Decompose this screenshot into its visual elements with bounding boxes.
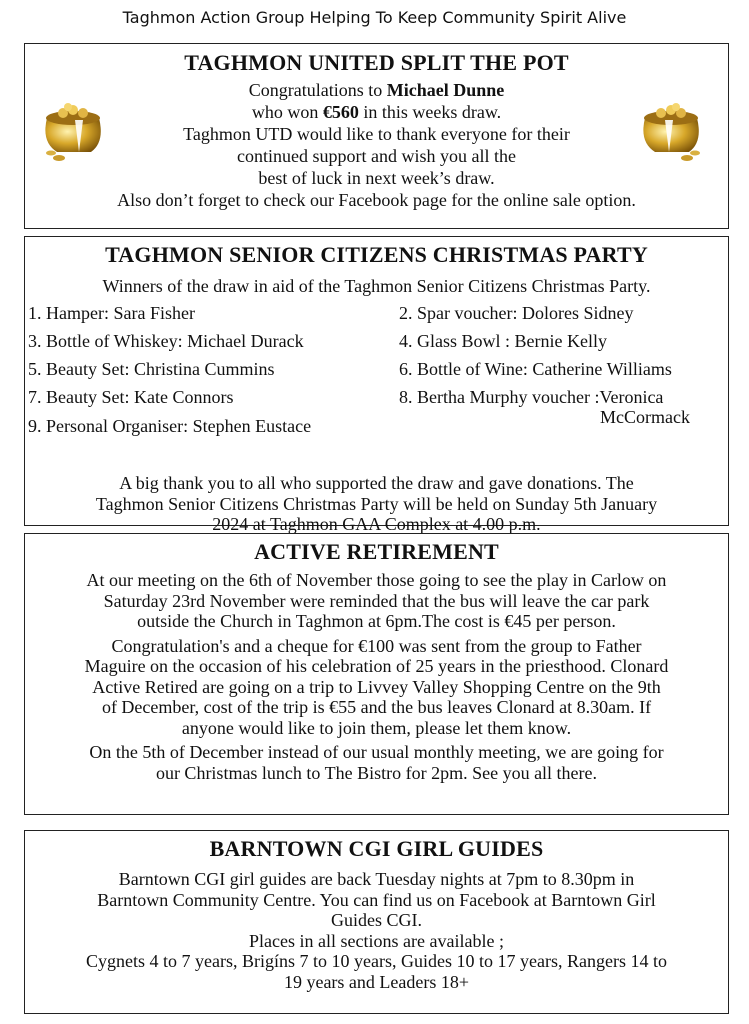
luck-line: best of luck in next week’s draw. [258,168,495,188]
text-line: Places in all sections are available ; [249,930,504,951]
prize-amount: €560 [322,102,359,122]
section-title: TAGHMON UNITED SPLIT THE POT [184,50,569,75]
split-the-pot-section [24,43,729,229]
text: in this weeks draw. [358,102,502,122]
paragraph [25,570,728,632]
text: Congratulations to [248,80,387,100]
list-item: 2. Spar voucher: Dolores Sidney [399,303,634,323]
text-line: Congratulation's and a cheque for €100 was sent from the group to Father [111,635,642,656]
active-retirement-section [24,533,729,815]
text-line: of December, cost of the trip is €55 and the bus leaves Clonard at 8.30am. If [101,697,652,717]
text-line: Guides CGI. [331,910,422,930]
text-line: Active Retired are going on a trip to Livvey Valley Shopping Centre on the 9th [92,676,661,697]
list-item: 6. Bottle of Wine: Catherine Williams [399,359,672,379]
congrats-line [25,80,728,101]
text-line: On the 5th of December instead of our usual monthly meeting, we are going for [89,742,664,762]
text-line: Barntown CGI girl guides are back Tuesday nights at 7pm to 8.30pm in [118,869,635,889]
winner-name: Michael Dunne [386,80,505,100]
pot-of-gold-icon [637,98,707,164]
text-line: Cygnets 4 to 7 years, Brigíns 7 to 10 years, Guides 10 to 17 years, Rangers 14 to [86,951,667,971]
christmas-party-section [24,236,729,534]
intro-text: Winners of the draw in aid of the Taghmon Senior Citizens Christmas Party. [102,276,651,296]
text-line: outside the Church in Taghmon at 6pm.The cost is €45 per person. [137,611,616,631]
facebook-line: Also don’t forget to check our Facebook page for the online sale option. [117,190,636,210]
text-line: 19 years and Leaders 18+ [283,971,470,992]
girl-guides-section [24,830,729,1014]
text: who won [251,102,323,122]
winners-list [25,303,728,473]
text-line: our Christmas lunch to The Bistro for 2pm. See you all there. [155,762,598,783]
list-item: 4. Glass Bowl : Bernie Kelly [399,331,607,351]
pot-of-gold-icon [39,98,109,164]
paragraph [25,636,728,739]
text-line: Barntown Community Centre. You can find us on Facebook at Barntown Girl [97,889,656,910]
closing-line: Taghmon Senior Citizens Christmas Party will be held on Sunday 5th January [95,493,658,514]
list-item: 7. Beauty Set: Kate Connors [28,387,234,407]
list-item: 8. Bertha Murphy voucher :Veronica [399,387,664,407]
paragraph [25,869,728,992]
amount-line [25,102,728,123]
text-line: anyone would like to join them, please let them know. [181,717,572,738]
page-header: Taghmon Action Group Helping To Keep Community Spirit Alive [122,8,627,27]
text-line: At our meeting on the 6th of November those going to see the play in Carlow on [86,570,667,590]
paragraph [25,742,728,783]
list-item-continued: McCormack [600,407,690,427]
text-line: Maguire on the occasion of his celebration of 25 years in the priesthood. Clonard [84,656,669,676]
list-item: 9. Personal Organiser: Stephen Eustace [28,416,312,436]
thanks-line: Taghmon UTD would like to thank everyone for their [183,124,570,144]
list-item: 5. Beauty Set: Christina Cummins [28,359,275,379]
support-line: continued support and wish you all the [237,146,516,166]
closing-line: A big thank you to all who supported the draw and gave donations. The [119,473,634,493]
list-item: 1. Hamper: Sara Fisher [28,303,195,323]
section-title: BARNTOWN CGI GIRL GUIDES [209,836,544,861]
list-item: 3. Bottle of Whiskey: Michael Durack [28,331,304,351]
section-title: TAGHMON SENIOR CITIZENS CHRISTMAS PARTY [105,242,648,267]
closing-line: 2024 at Taghmon GAA Complex at 4.00 p.m. [212,514,541,534]
text-line: Saturday 23rd November were reminded that the bus will leave the car park [103,590,650,611]
section-title: ACTIVE RETIREMENT [254,539,499,564]
